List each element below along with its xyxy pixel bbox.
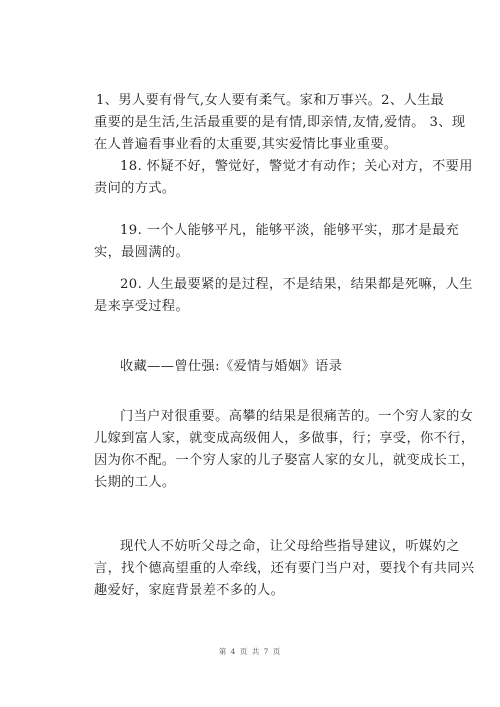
text-line: 现代人不妨听父母之命，让父母给些指导建议，听媒妁之 <box>120 539 460 554</box>
paragraph-quote-19 <box>94 220 460 264</box>
heading-line: 收藏——曾仕强:《爱情与婚姻》语录 <box>120 359 343 374</box>
paragraph-matching-families <box>94 406 475 494</box>
paragraph-quotes-1-3 <box>94 90 466 156</box>
text-line: 重要的是生活,生活最重要的是有情,即亲情,友情,爱情。 3、现 <box>94 115 466 130</box>
text-line: 在人普遍看事业看的太重要,其实爱情比事业重要。 <box>94 137 398 152</box>
text-line: 门当户对很重要。高攀的结果是很痛苦的。一个穷人家的女 <box>120 409 474 424</box>
text-line: 趣爱好，家庭背景差不多的人。 <box>94 583 285 598</box>
text-line: 20. 人生最要紧的是过程，不是结果，结果都是死嘛，人生 <box>120 277 473 292</box>
text-line: 长期的工人。 <box>94 475 176 490</box>
section-heading <box>94 356 414 378</box>
text-line: 是来享受过程。 <box>94 299 190 314</box>
text-line: 因为你不配。一个穷人家的儿子娶富人家的女儿，就变成长工， <box>94 453 475 468</box>
text-line: 实，最圆满的。 <box>94 245 190 260</box>
text-line: 18. 怀疑不好，警觉好，警觉才有动作；关心对方，不要用 <box>120 159 473 174</box>
text-line: 儿嫁到富人家，就变成高级佣人，多做事，行；享受，你不行， <box>94 431 475 446</box>
page-number-footer: 第 4 页 共 7 页 <box>218 647 282 656</box>
text-line: 责问的方式。 <box>94 181 176 196</box>
paragraph-quote-18 <box>94 156 473 200</box>
text-line: 言，找个德高望重的人牵线，还有要门当户对，要找个有共同兴 <box>94 561 475 576</box>
text-line: 19. 一个人能够平凡，能够平淡，能够平实，那才是最充 <box>120 223 460 238</box>
paragraph-quote-20 <box>94 274 473 318</box>
paragraph-parents-advice <box>94 536 475 602</box>
text-line: 1、男人要有骨气,女人要有柔气。家和万事兴。2、人生最 <box>96 93 445 108</box>
